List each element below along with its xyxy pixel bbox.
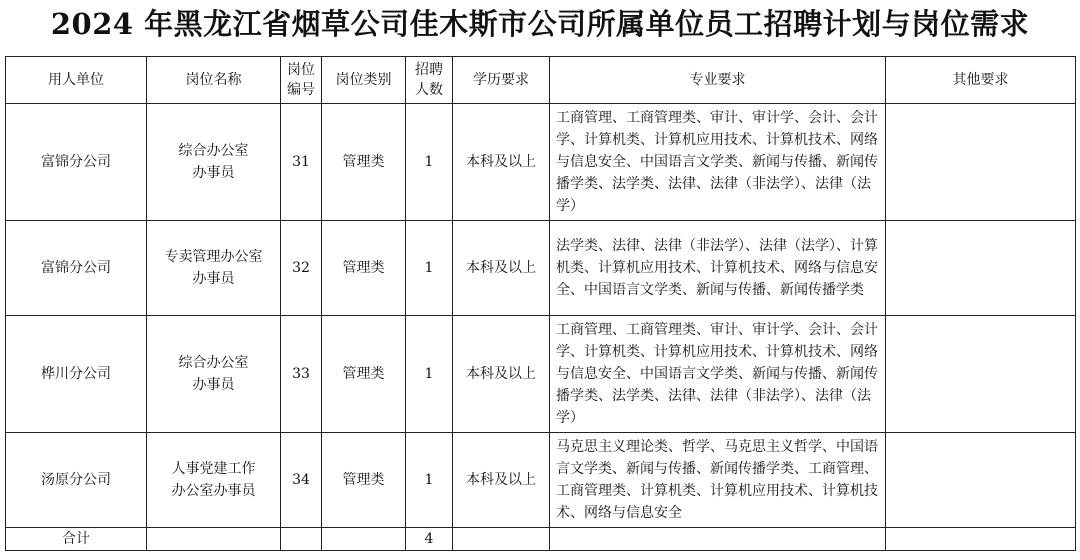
cell-education: 本科及以上	[453, 104, 550, 221]
header-education: 学历要求	[453, 57, 550, 104]
cell-major: 工商管理、工商管理类、审计、审计学、会计、会计学、计算机类、计算机应用技术、计算机技术、网络与信息安全、中国语言文学类、新闻与传播、新闻传播学类、法学类、法律、法律（非法学）、法律（法学）	[550, 316, 886, 433]
cell-count: 1	[406, 316, 453, 433]
header-category: 岗位类别	[322, 57, 406, 104]
header-position-code-line2: 编号	[287, 82, 315, 98]
cell-position-name	[147, 433, 281, 528]
cell-major: 法学类、法律、法律（非法学）、法律（法学）、计算机类、计算机应用技术、计算机技术、网络与信息安全、中国语言文学类、新闻与传播、新闻传播学类	[550, 221, 886, 316]
cell-category: 管理类	[322, 433, 406, 528]
table-row	[6, 316, 1076, 433]
position-name-line2: 办事员	[192, 165, 235, 181]
table-row	[6, 433, 1076, 528]
total-empty-cell	[147, 528, 281, 551]
cell-position-code: 32	[281, 221, 322, 316]
cell-other	[886, 221, 1076, 316]
cell-category: 管理类	[322, 221, 406, 316]
cell-count: 1	[406, 104, 453, 221]
header-other: 其他要求	[886, 57, 1076, 104]
total-row	[6, 528, 1076, 551]
cell-education: 本科及以上	[453, 316, 550, 433]
cell-unit: 富锦分公司	[6, 104, 147, 221]
cell-unit: 汤原分公司	[6, 433, 147, 528]
table-row	[6, 221, 1076, 316]
recruitment-table	[5, 56, 1076, 551]
header-count-line2: 人数	[415, 82, 443, 98]
total-label: 合计	[6, 528, 147, 551]
cell-other	[886, 316, 1076, 433]
total-empty-cell	[281, 528, 322, 551]
cell-other	[886, 104, 1076, 221]
position-name-line1: 综合办公室	[178, 143, 249, 159]
cell-unit: 桦川分公司	[6, 316, 147, 433]
cell-position-name	[147, 104, 281, 221]
cell-major: 工商管理、工商管理类、审计、审计学、会计、会计学、计算机类、计算机应用技术、计算机技术、网络与信息安全、中国语言文学类、新闻与传播、新闻传播学类、法学类、法律、法律（非法学）、法律（法学）	[550, 104, 886, 221]
position-name-line1: 人事党建工作	[171, 461, 256, 477]
cell-education: 本科及以上	[453, 221, 550, 316]
total-empty-cell	[886, 528, 1076, 551]
page-title: 2024 年黑龙江省烟草公司佳木斯市公司所属单位员工招聘计划与岗位需求	[50, 7, 1030, 41]
position-name-line1: 专卖管理办公室	[164, 249, 263, 265]
header-unit: 用人单位	[6, 57, 147, 104]
position-name-line1: 综合办公室	[178, 355, 249, 371]
total-empty-cell	[453, 528, 550, 551]
header-major: 专业要求	[550, 57, 886, 104]
position-name-line2: 办事员	[192, 377, 235, 393]
cell-education: 本科及以上	[453, 433, 550, 528]
total-count: 4	[406, 528, 453, 551]
cell-major: 马克思主义理论类、哲学、马克思主义哲学、中国语言文学类、新闻与传播、新闻传播学类、工商管理、工商管理类、计算机类、计算机应用技术、计算机技术、网络与信息安全	[550, 433, 886, 528]
header-position-code	[281, 57, 322, 104]
header-position-name: 岗位名称	[147, 57, 281, 104]
cell-other	[886, 433, 1076, 528]
table-row	[6, 104, 1076, 221]
cell-category: 管理类	[322, 104, 406, 221]
cell-position-name	[147, 316, 281, 433]
position-name-line2: 办事员	[192, 271, 235, 287]
cell-category: 管理类	[322, 316, 406, 433]
header-row	[6, 57, 1076, 104]
cell-count: 1	[406, 433, 453, 528]
cell-position-code: 34	[281, 433, 322, 528]
header-count-line1: 招聘	[415, 62, 443, 78]
total-empty-cell	[550, 528, 886, 551]
cell-count: 1	[406, 221, 453, 316]
cell-position-name	[147, 221, 281, 316]
header-count	[406, 57, 453, 104]
header-position-code-line1: 岗位	[287, 62, 315, 78]
position-name-line2: 办公室办事员	[171, 483, 256, 499]
cell-unit: 富锦分公司	[6, 221, 147, 316]
cell-position-code: 31	[281, 104, 322, 221]
total-empty-cell	[322, 528, 406, 551]
cell-position-code: 33	[281, 316, 322, 433]
